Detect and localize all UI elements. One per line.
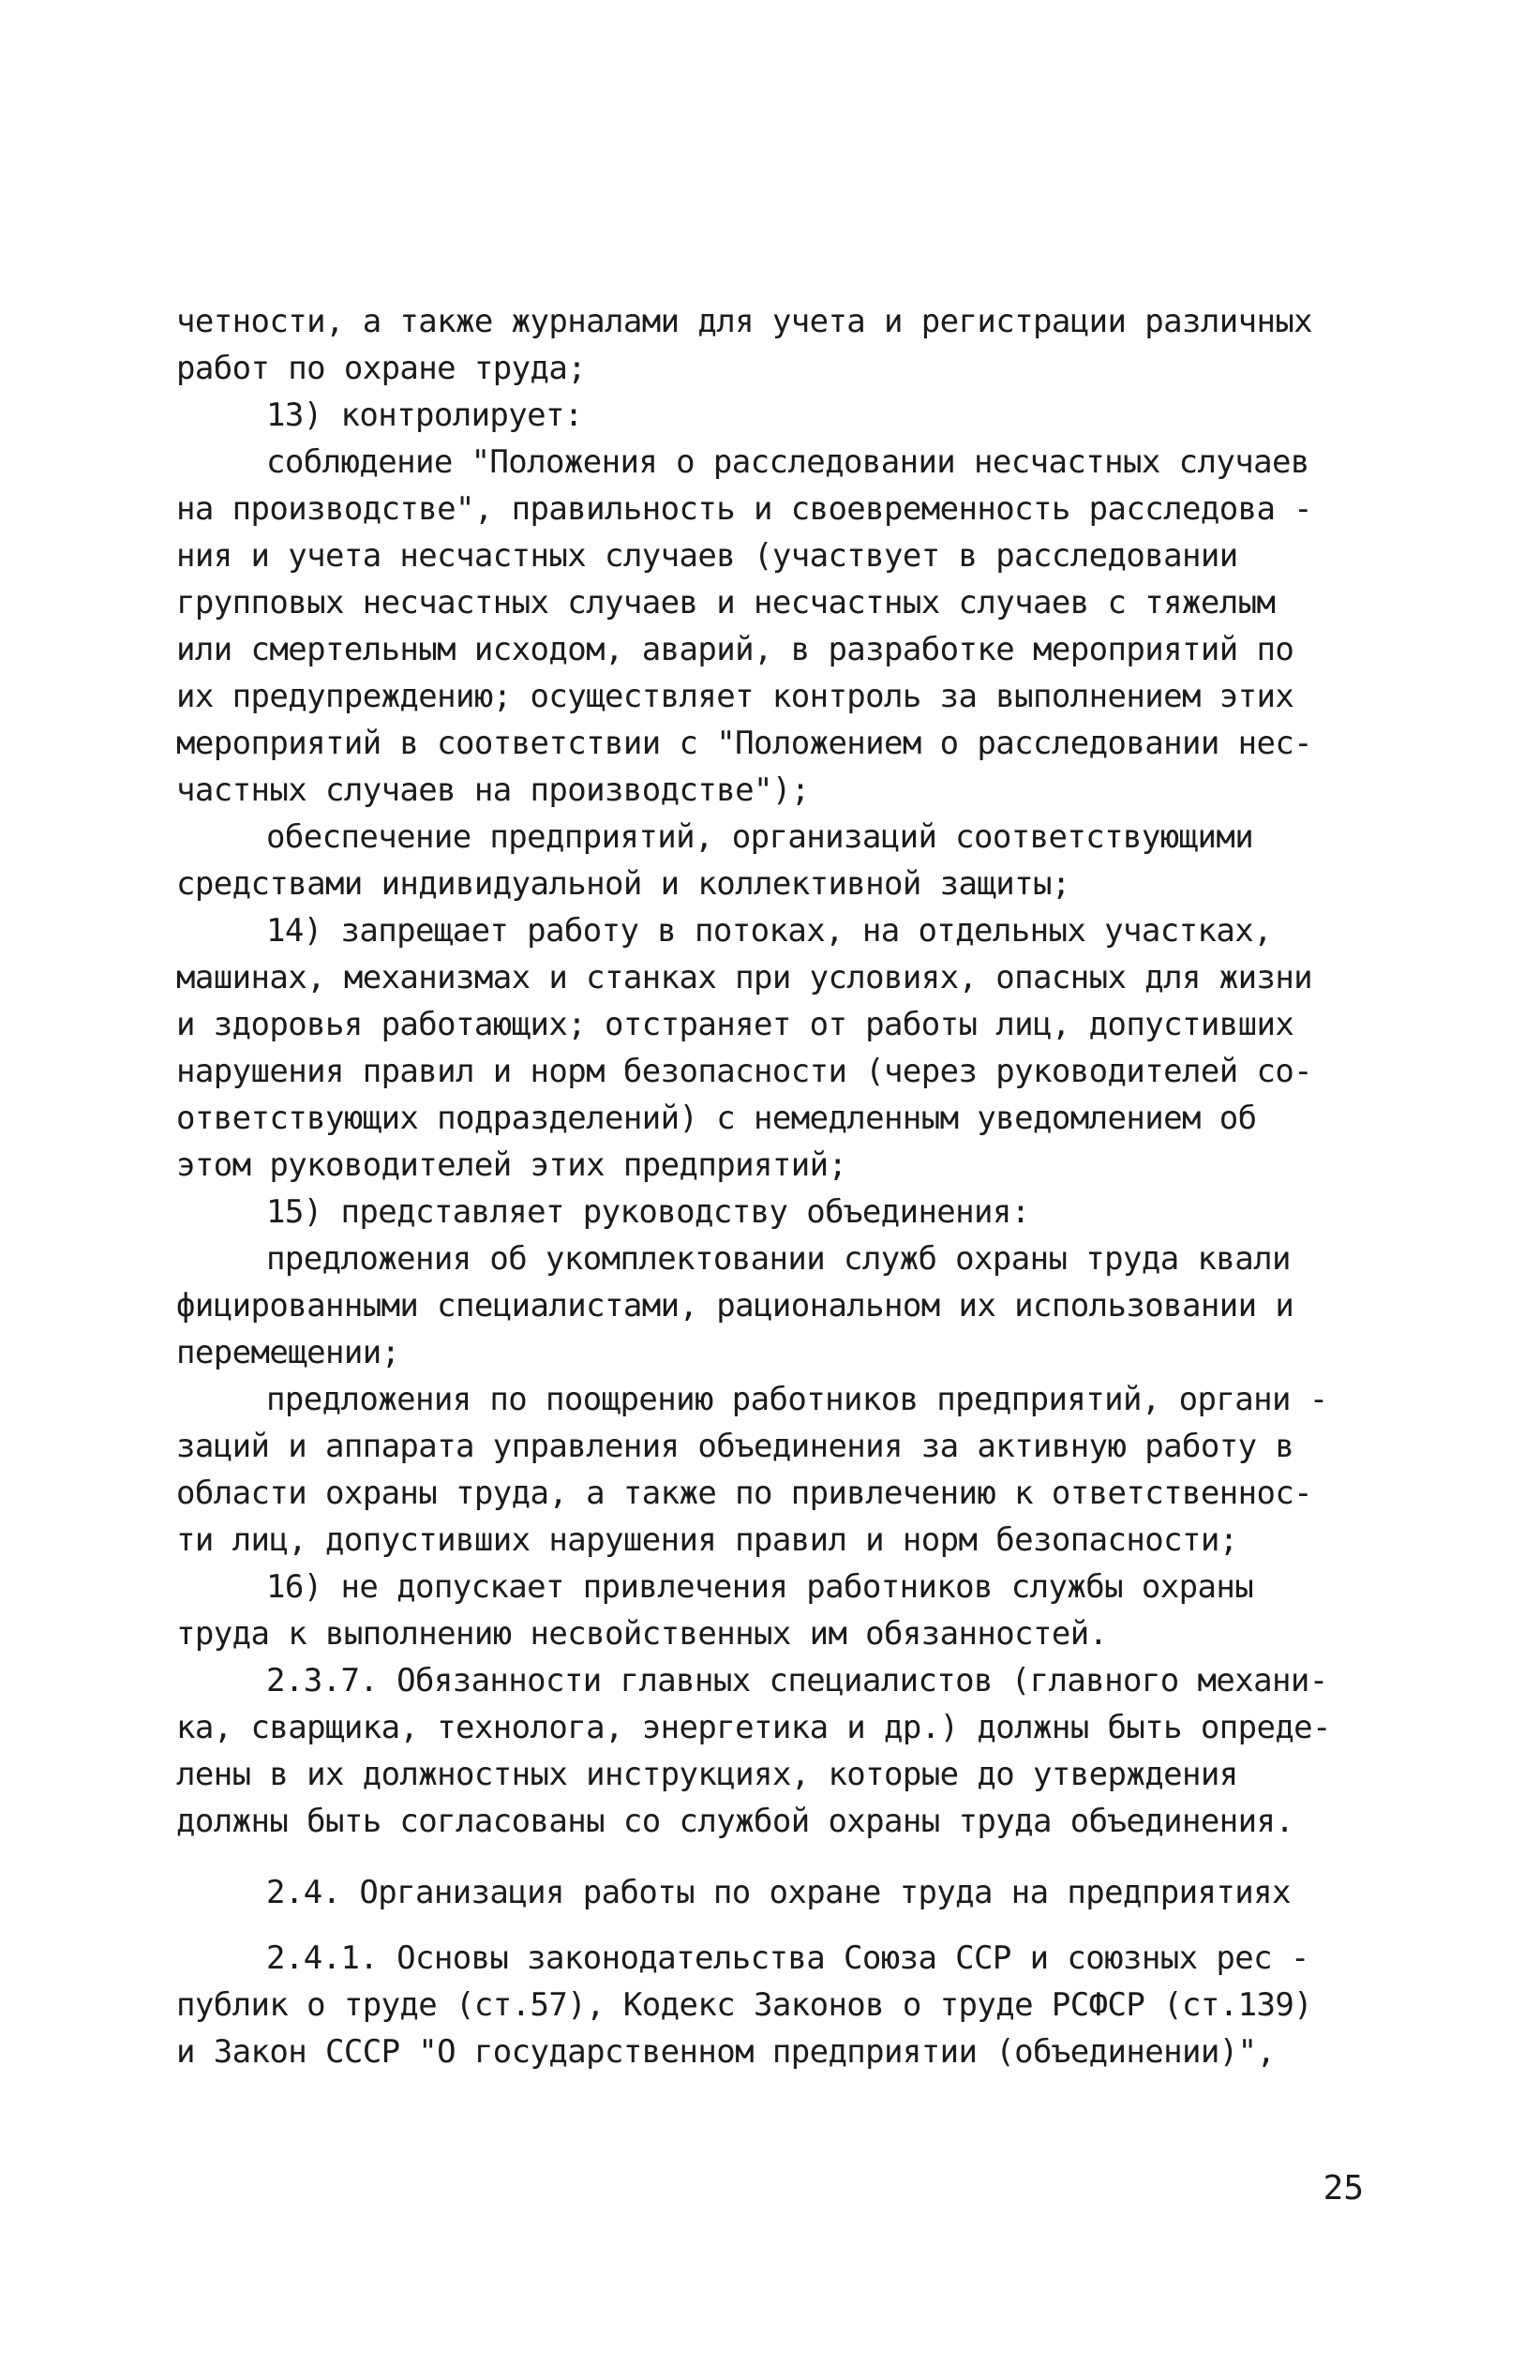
text-line: 2.3.7. Обязанности главных специалистов (главного механи- [266, 1662, 1328, 1699]
text-line: должны быть согласованы со службой охраны труда объединения. [176, 1803, 1294, 1840]
text-line: 13) контролирует: [266, 397, 583, 434]
text-line: соблюдение "Положения о расследовании несчастных случаев [266, 443, 1309, 481]
text-line: ка, сварщика, технолога, энергетика и др.) должны быть опреде- [176, 1709, 1331, 1746]
text-line: частных случаев на производстве"); [176, 771, 810, 809]
text-line: на производстве", правильность и своевременность расследова - [176, 490, 1313, 528]
text-line: работ по охране труда; [176, 350, 587, 387]
text-line: 15) представляет руководству объединения: [266, 1193, 1030, 1231]
text-line: их предупреждению; осуществляет контроль за выполнением этих [176, 678, 1294, 715]
text-line: групповых несчастных случаев и несчастных случаев с тяжелым [176, 584, 1276, 621]
page-number: 25 [1323, 2169, 1364, 2208]
text-line: машинах, механизмах и станках при условиях, опасных для жизни [176, 959, 1313, 996]
text-line: ти лиц, допустивших нарушения правил и норм безопасности; [176, 1521, 1238, 1559]
text-line: этом руководителей этих предприятий; [176, 1146, 847, 1184]
text-line: обеспечение предприятий, организаций соответствующими [266, 818, 1254, 856]
text-line: фицированными специалистами, рациональном их использовании и [176, 1287, 1294, 1325]
body-text [176, 298, 1362, 2075]
text-line: средствами индивидуальной и коллективной защиты; [176, 865, 1070, 903]
text-line: предложения об укомплектовании служб охраны труда квали [266, 1240, 1291, 1278]
text-line: 2.4.1. Основы законодательства Союза ССР и союзных рес - [266, 1939, 1309, 1977]
text-line: и Закон СССР "О государственном предприятии (объединении)", [176, 2033, 1276, 2071]
text-line: области охраны труда, а также по привлечению к ответственнос- [176, 1474, 1313, 1512]
text-line: 14) запрещает работу в потоках, на отдельных участках, [266, 912, 1272, 950]
text-line: труда к выполнению несвойственных им обязанностей. [176, 1615, 1108, 1653]
text-line: заций и аппарата управления объединения за активную работу в [176, 1428, 1294, 1465]
text-line: и здоровья работающих; отстраняет от работы лиц, допустивших [176, 1006, 1294, 1043]
text-line: нарушения правил и норм безопасности (через руководителей со- [176, 1053, 1313, 1090]
text-line: ответствующих подразделений) с немедленным уведомлением об [176, 1100, 1257, 1137]
text-line: ния и учета несчастных случаев (участвует в расследовании [176, 537, 1238, 575]
text-line: предложения по поощрению работников предприятий, органи - [266, 1381, 1328, 1418]
text-line: мероприятий в соответствии с "Положением о расследовании нес- [176, 725, 1313, 762]
text-line: публик о труде (ст.57), Кодекс Законов о труде РСФСР (ст.139) [176, 1986, 1313, 2024]
text-line: лены в их должностных инструкциях, которые до утверждения [176, 1756, 1238, 1793]
text-line: перемещении; [176, 1334, 400, 1371]
section-heading: 2.4. Организация работы по охране труда на предприятиях [266, 1874, 1291, 1911]
text-line: 16) не допускает привлечения работников службы охраны [266, 1568, 1254, 1606]
text-line: или смертельным исходом, аварий, в разработке мероприятий по [176, 631, 1294, 668]
text-line: четности, а также журналами для учета и регистрации различных [176, 303, 1313, 340]
